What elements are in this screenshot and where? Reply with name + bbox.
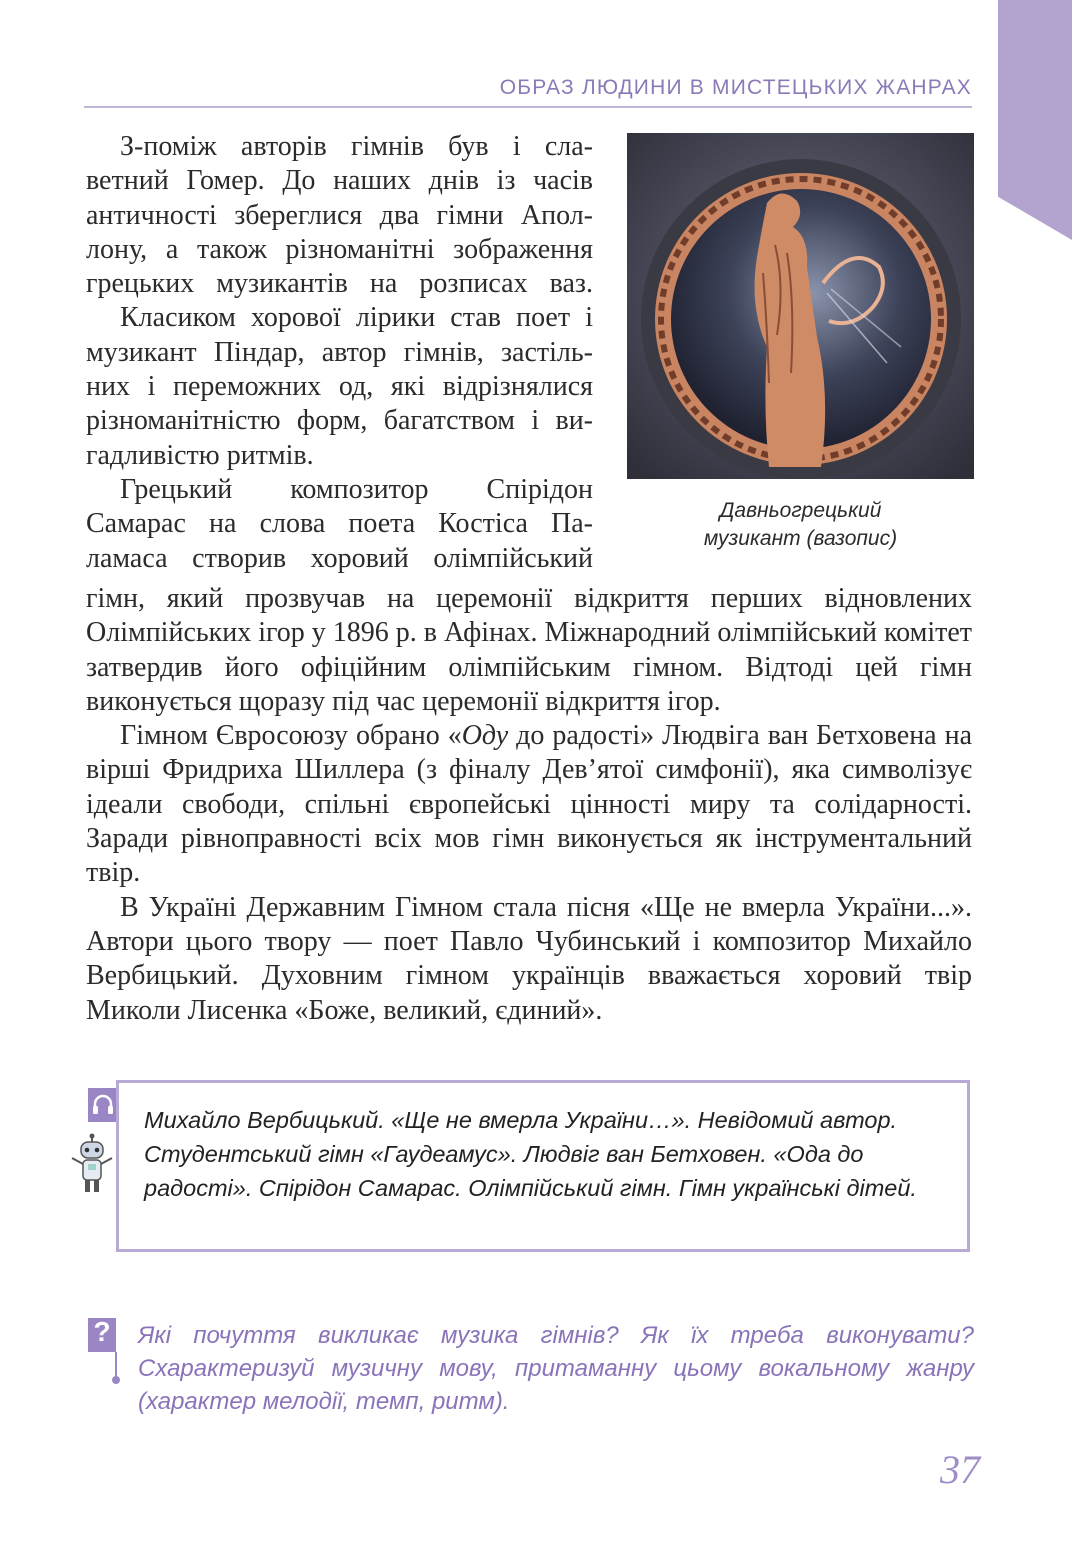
text-line: грецьких музикантів на розписах ваз.	[86, 268, 593, 300]
chapter-side-tab	[998, 0, 1072, 240]
text-line: античності збереглися два гімни Апол-	[86, 199, 593, 231]
text-line: Класиком хорової лірики став поет і	[120, 302, 593, 334]
text-line: Грецький композитор Спірідон	[120, 473, 593, 505]
caption-line: Давньогрецький	[719, 499, 882, 522]
narrow-column	[86, 130, 593, 576]
text-line: ламаса створив хоровий олімпійський	[86, 542, 593, 574]
header-rule	[84, 106, 972, 108]
text-line: різноманітністю форм, багатством і ви-	[86, 405, 593, 437]
listening-text: Михайло Вербицький. «Ще не вмерла України…». Невідомий автор. Студентський гімн «Гаудеамус». Людвіг ван Бетховен. «Ода до радості». Спірідон Самарас. Олімпійський гімн. Гімн українські дітей.	[144, 1107, 917, 1201]
text-emphasis: Оду	[461, 720, 509, 752]
paragraph	[86, 719, 972, 890]
text-line: гадливістю ритмів.	[86, 439, 314, 471]
wide-column	[86, 582, 972, 1028]
text-line: них і переможних од, які відрізнялися	[86, 371, 593, 403]
running-header: ОБРАЗ ЛЮДИНИ В МИСТЕЦЬКИХ ЖАНРАХ	[499, 76, 972, 99]
text-line: лону, а також різноманітні зображення	[86, 233, 593, 265]
figure-caption	[627, 497, 974, 553]
text-span: Гімном Євросоюзу обрано «	[120, 720, 462, 752]
text-line: З-поміж авторів гімнів був і сла-	[120, 131, 593, 162]
text-line: музикант Піндар, автор гімнів, застіль-	[86, 336, 593, 368]
question-mark: ?	[93, 1316, 111, 1347]
caption-line: музикант (вазопис)	[703, 527, 898, 550]
question-paragraph: Які почуття викликає музика гімнів? Як їх треба виконувати? Схарактеризуй музичну мову, притаманну цьому вокальному жанру (характер мелодії, темп, ритм).	[138, 1322, 974, 1415]
text-line: Самарас на слова поета Костіса Па-	[86, 508, 593, 540]
text-line: ветний Гомер. До наших днів із часів	[86, 165, 593, 197]
robot-icon	[66, 1132, 118, 1196]
paragraph: гімн, який прозвучав на церемонії відкриття перших відновлених Олімпійських ігор у 1896 р. в Афінах. Міжнародний олімпійський комітет затвердив його офіційним олімпійським гімном. Відтоді цей гімн виконується щоразу під час церемонії відкриття ігор.	[86, 583, 972, 717]
text-span: до радості» Людвіга ван Бетховена на вірші Фридриха Шиллера (з фіналу Дев’ятої симфонії), яка символізує ідеали свободи, спільні європейські цінності миру та солідарності. Заради рівноправності всіх мов гімн виконується як інструментальний твір.	[86, 720, 972, 889]
paragraph: В Україні Державним Гімном стала пісня «Ще не вмерла України...». Автори цього твору — поет Павло Чубинський і композитор Михайло Вербицький. Духовним гімном українців вважається хоровий твір Миколи Лисенка «Боже, великий, єдиний».	[86, 891, 972, 1026]
vase-painting-illustration	[627, 133, 974, 479]
page-number: 37	[940, 1447, 980, 1492]
vase-painting-image	[627, 133, 974, 479]
question-text	[138, 1319, 974, 1418]
